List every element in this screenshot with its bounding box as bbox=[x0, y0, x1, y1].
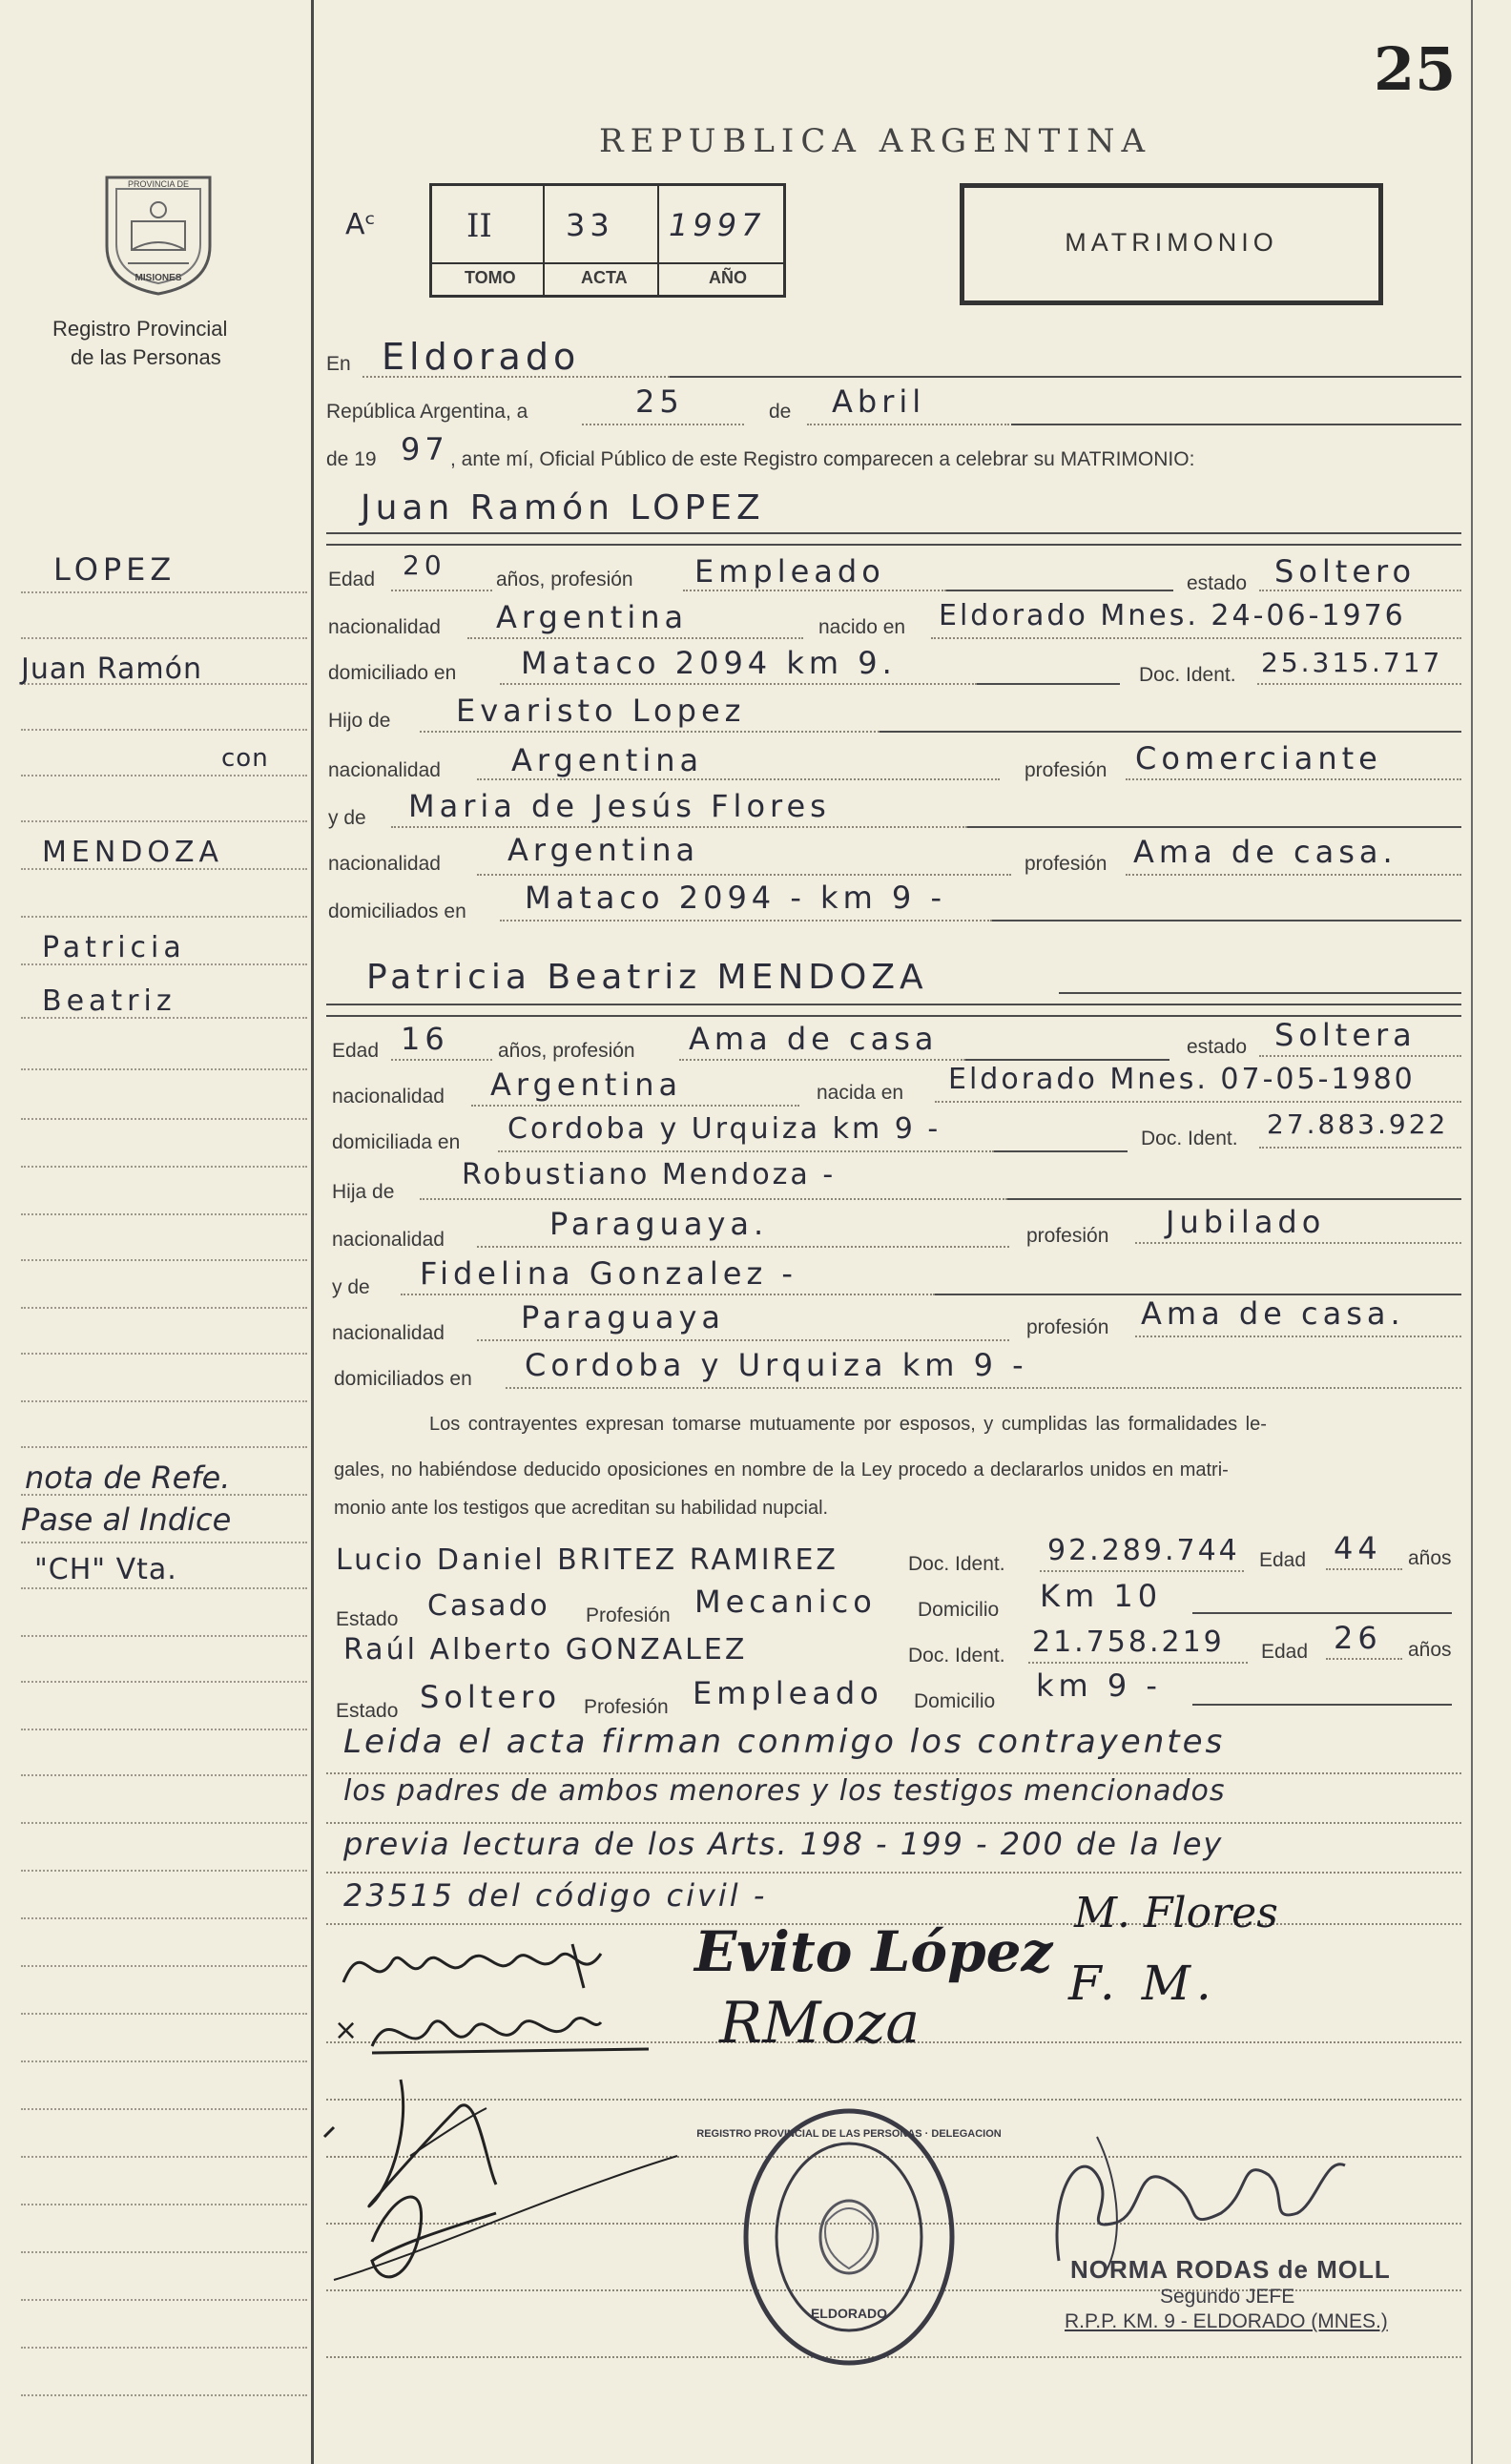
act-place: Eldorado bbox=[382, 336, 581, 378]
label-witness1-estado: Estado bbox=[336, 1608, 399, 1630]
witness1-name: Lucio Daniel BRITEZ RAMIREZ bbox=[336, 1543, 838, 1577]
label-witness1-anos: años bbox=[1408, 1547, 1452, 1569]
groom-nationality: Argentina bbox=[496, 599, 689, 635]
tomo-label: TOMO bbox=[465, 268, 516, 287]
label-nacionalidad-bride: nacionalidad bbox=[332, 1086, 445, 1108]
official-title: Segundo JEFE bbox=[1160, 2286, 1295, 2308]
label-profesion-bride-mother: profesión bbox=[1026, 1316, 1109, 1338]
act-year-suffix: 97 bbox=[401, 431, 449, 467]
groom-name: Juan Ramón LOPEZ bbox=[361, 488, 765, 528]
label-anos-profesion-bride: años, profesión bbox=[498, 1040, 635, 1062]
label-witness1-doc: Doc. Ident. bbox=[908, 1553, 1005, 1575]
groom-birthplace: Eldorado Mnes. 24-06-1976 bbox=[939, 599, 1406, 632]
bride-birthplace: Eldorado Mnes. 07-05-1980 bbox=[948, 1063, 1416, 1096]
label-domiciliada-en: domiciliada en bbox=[332, 1131, 461, 1153]
closing-line2: los padres de ambos menores y los testigos mencionados bbox=[343, 1774, 1226, 1808]
groom-father-nationality: Argentina bbox=[511, 742, 704, 778]
stamp-ring-text: REGISTRO PROVINCIAL DE LAS PERSONAS · DELEGACION bbox=[696, 2128, 1002, 2140]
official-name: NORMA RODAS de MOLL bbox=[1070, 2255, 1391, 2284]
bride-profession: Ama de casa bbox=[689, 1021, 939, 1057]
bride-mother-nationality: Paraguaya bbox=[521, 1299, 725, 1336]
label-nacionalidad-bride-mother: nacionalidad bbox=[332, 1322, 445, 1344]
label-y-de-bride: y de bbox=[332, 1276, 370, 1298]
margin-con: con bbox=[221, 744, 269, 773]
label-witness2-doc: Doc. Ident. bbox=[908, 1645, 1005, 1667]
witness1-doc-id: 92.289.744 bbox=[1047, 1534, 1240, 1567]
margin-note-1: nota de Refe. bbox=[25, 1460, 231, 1496]
label-nacido-en: nacido en bbox=[818, 616, 906, 638]
ano-value: 1997 bbox=[669, 207, 766, 243]
bride-father-nationality: Paraguaya. bbox=[549, 1206, 769, 1242]
label-witness1-domicilio: Domicilio bbox=[918, 1599, 1000, 1621]
groom-mother: Maria de Jesús Flores bbox=[408, 788, 831, 824]
seal-top-text: PROVINCIA DE bbox=[127, 179, 190, 189]
bride-father-profession: Jubilado bbox=[1166, 1204, 1326, 1240]
margin-divider bbox=[311, 0, 314, 2464]
document-type-label: MATRIMONIO bbox=[1065, 228, 1278, 257]
signature-initials: F. M. bbox=[1068, 1956, 1217, 2011]
label-en: En bbox=[326, 353, 351, 375]
label-hijo-de: Hijo de bbox=[328, 710, 391, 732]
label-witness1-profesion: Profesión bbox=[586, 1605, 671, 1626]
witness2-marital-status: Soltero bbox=[420, 1679, 562, 1715]
label-profesion-bride-father: profesión bbox=[1026, 1225, 1109, 1247]
label-profesion-mother: profesión bbox=[1025, 853, 1107, 875]
closing-line1: Leida el acta firman conmigo los contrayentes bbox=[343, 1723, 1226, 1761]
label-nacionalidad-bride-father: nacionalidad bbox=[332, 1229, 445, 1251]
label-witness2-profesion: Profesión bbox=[584, 1696, 669, 1718]
label-republica: República Argentina, a bbox=[326, 401, 528, 423]
bride-father: Robustiano Mendoza - bbox=[462, 1158, 837, 1191]
year-prefix: Aᶜ bbox=[345, 208, 376, 241]
acta-value: 33 bbox=[566, 207, 614, 243]
label-de: de bbox=[769, 401, 792, 423]
document-type-box bbox=[960, 183, 1383, 305]
bride-parents-address: Cordoba y Urquiza km 9 - bbox=[525, 1347, 1028, 1383]
groom-father: Evaristo Lopez bbox=[456, 693, 746, 729]
ano-label: AÑO bbox=[709, 268, 747, 287]
page-number: 25 bbox=[1374, 34, 1457, 104]
label-witness2-anos: años bbox=[1408, 1639, 1452, 1661]
declaration-line3: monio ante los testigos que acreditan su habilidad nupcial. bbox=[334, 1498, 829, 1519]
act-day: 25 bbox=[635, 383, 684, 420]
witness1-age: 44 bbox=[1334, 1530, 1382, 1566]
label-domiciliado-en: domiciliado en bbox=[328, 662, 457, 684]
stamp-center-text: ELDORADO bbox=[810, 2306, 888, 2321]
registry-name-line1: Registro Provincial bbox=[52, 317, 228, 341]
margin-bride-given1: Patricia bbox=[42, 931, 186, 964]
bride-mother: Fidelina Gonzalez - bbox=[420, 1255, 797, 1292]
groom-mother-profession: Ama de casa. bbox=[1133, 834, 1397, 870]
label-profesion-father: profesión bbox=[1025, 759, 1107, 781]
bride-name: Patricia Beatriz MENDOZA bbox=[366, 958, 928, 997]
witness1-marital-status: Casado bbox=[427, 1589, 550, 1623]
groom-parents-address: Mataco 2094 - km 9 - bbox=[525, 880, 946, 916]
label-nacida-en: nacida en bbox=[817, 1082, 904, 1104]
declaration-line2: gales, no habiéndose deducido oposiciones en nombre de la Ley procedo a declararlos unidos en matri- bbox=[334, 1460, 1229, 1480]
country-title: REPUBLICA ARGENTINA bbox=[599, 122, 1152, 160]
signature-groom-father: Evito López bbox=[694, 1919, 1053, 1984]
registry-name-line2: de las Personas bbox=[71, 345, 221, 369]
bride-doc-id: 27.883.922 bbox=[1267, 1108, 1449, 1140]
label-nacionalidad-mother: nacionalidad bbox=[328, 853, 441, 875]
groom-profession: Empleado bbox=[694, 553, 885, 590]
closing-line3: previa lectura de los Arts. 198 - 199 - 200 de la ley bbox=[343, 1826, 1224, 1862]
witness2-profession: Empleado bbox=[693, 1675, 883, 1711]
label-doc-ident: Doc. Ident. bbox=[1139, 664, 1236, 686]
svg-text:×: × bbox=[334, 2014, 359, 2047]
label-domiciliados-en: domiciliados en bbox=[328, 901, 466, 922]
margin-groom-given: Juan Ramón bbox=[21, 652, 202, 686]
bride-marital-status: Soltera bbox=[1274, 1017, 1417, 1053]
coat-of-arms-seal bbox=[95, 168, 221, 298]
label-y-de: y de bbox=[328, 807, 366, 829]
seal-bottom-text: MISIONES bbox=[135, 273, 182, 283]
label-doc-ident-bride: Doc. Ident. bbox=[1141, 1128, 1238, 1149]
label-nacionalidad-father: nacionalidad bbox=[328, 759, 441, 781]
signature-bride-father: RMoza bbox=[719, 1990, 921, 2057]
label-estado: estado bbox=[1187, 572, 1248, 594]
closing-line4: 23515 del código civil - bbox=[343, 1877, 768, 1914]
margin-bride-given2: Beatriz bbox=[42, 984, 176, 1018]
witness2-name: Raúl Alberto GONZALEZ bbox=[343, 1633, 748, 1667]
witness2-address: km 9 - bbox=[1036, 1667, 1162, 1704]
groom-mother-nationality: Argentina bbox=[507, 832, 700, 868]
label-witness2-estado: Estado bbox=[336, 1700, 399, 1722]
label-edad-bride: Edad bbox=[332, 1040, 380, 1062]
acta-label: ACTA bbox=[581, 268, 628, 287]
label-hija-de: Hija de bbox=[332, 1181, 395, 1203]
registry-box bbox=[429, 183, 786, 298]
bride-mother-profession: Ama de casa. bbox=[1141, 1295, 1405, 1332]
label-witness2-domicilio: Domicilio bbox=[914, 1690, 996, 1712]
margin-note-3: "CH" Vta. bbox=[34, 1553, 177, 1586]
tomo-value: II bbox=[466, 207, 492, 245]
witness1-profession: Mecanico bbox=[694, 1584, 877, 1620]
official-stamp bbox=[696, 2099, 1002, 2380]
groom-address: Mataco 2094 km 9. bbox=[521, 645, 897, 681]
witness2-doc-id: 21.758.219 bbox=[1032, 1625, 1225, 1659]
label-anos-profesion: años, profesión bbox=[496, 569, 633, 590]
bride-age: 16 bbox=[401, 1021, 449, 1057]
label-witness2-edad: Edad bbox=[1261, 1641, 1309, 1663]
official-office: R.P.P. KM. 9 - ELDORADO (MNES.) bbox=[1065, 2310, 1388, 2332]
signature-groom-mother: M. Flores bbox=[1074, 1889, 1278, 1937]
right-border bbox=[1471, 0, 1473, 2464]
label-de-19: de 19 bbox=[326, 448, 377, 470]
label-domiciliados-en-bride: domiciliados en bbox=[334, 1368, 472, 1390]
groom-age: 20 bbox=[403, 549, 446, 581]
act-month: Abril bbox=[832, 383, 926, 420]
label-edad: Edad bbox=[328, 569, 376, 590]
label-nacionalidad: nacionalidad bbox=[328, 616, 441, 638]
margin-groom-surname: LOPEZ bbox=[53, 551, 176, 588]
signature-witnesses bbox=[315, 2051, 744, 2304]
margin-note-2: Pase al Indice bbox=[21, 1501, 232, 1538]
bride-nationality: Argentina bbox=[490, 1066, 683, 1103]
groom-doc-id: 25.315.717 bbox=[1261, 647, 1443, 678]
margin-bride-surname: MENDOZA bbox=[42, 836, 224, 869]
bride-address: Cordoba y Urquiza km 9 - bbox=[507, 1112, 942, 1146]
groom-marital-status: Soltero bbox=[1274, 553, 1417, 590]
preamble: , ante mí, Oficial Público de este Registro comparecen a celebrar su MATRIMONIO: bbox=[450, 448, 1195, 470]
witness1-address: Km 10 bbox=[1040, 1578, 1163, 1614]
label-witness1-edad: Edad bbox=[1259, 1549, 1307, 1571]
witness2-age: 26 bbox=[1334, 1620, 1382, 1656]
declaration-line1: Los contrayentes expresan tomarse mutuamente por esposos, y cumplidas las formalidades le- bbox=[429, 1414, 1267, 1435]
label-estado-bride: estado bbox=[1187, 1036, 1248, 1058]
groom-father-profession: Comerciante bbox=[1135, 740, 1382, 776]
